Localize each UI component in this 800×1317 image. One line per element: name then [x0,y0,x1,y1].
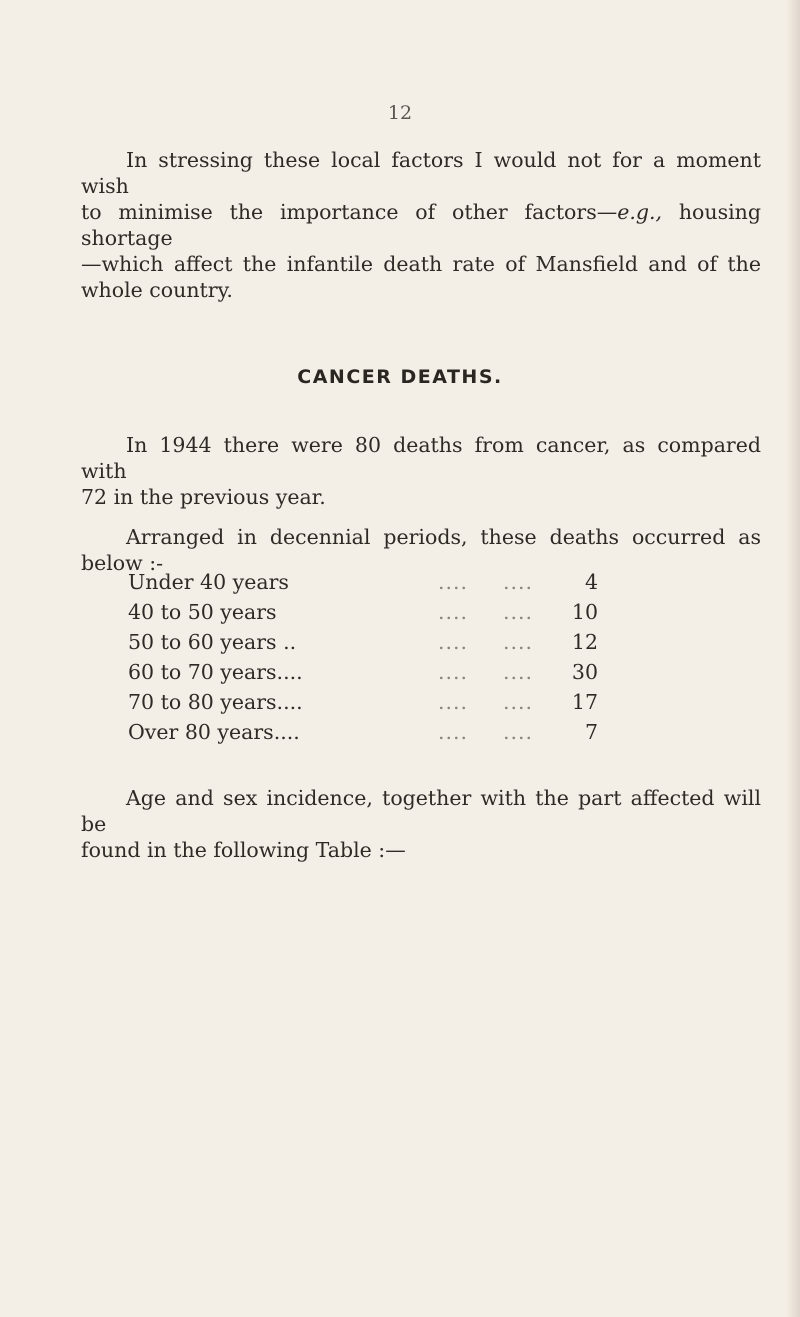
death-count: 10 [571,600,598,624]
intro-line-4: whole country. [81,278,233,302]
leader-dots: .... [503,660,534,684]
age-line-2: found in the following Table :— [81,838,406,862]
leader-dots: .... [438,690,469,714]
table-row [128,717,598,747]
leader-dots: .... [503,600,534,624]
age-label: 70 to 80 years.... [128,690,303,714]
table-row [128,567,598,597]
table-row [128,627,598,657]
death-count: 17 [571,690,598,714]
age-label: 40 to 50 years [128,600,277,624]
table-row [128,687,598,717]
intro-line-1: In stressing these local factors I would not for a moment wish [81,148,761,198]
age-label: Over 80 years.... [128,720,300,744]
cancer-line-2: 72 in the previous year. [81,485,326,509]
leader-dots: .... [438,570,469,594]
intro-paragraph [81,147,761,303]
leader-dots: .... [438,630,469,654]
section-heading: CANCER DEATHS. [297,366,503,388]
page-number: 12 [387,102,413,124]
age-label: 50 to 60 years .. [128,630,297,654]
age-label: Under 40 years [128,570,289,594]
death-count: 7 [584,720,598,744]
intro-eg: e.g., [617,200,663,224]
leader-dots: .... [438,660,469,684]
leader-dots: .... [438,600,469,624]
age-label: 60 to 70 years.... [128,660,303,684]
leader-dots: .... [503,630,534,654]
intro-line-3: —which affect the infantile death rate of Mansfield and of the [81,252,761,276]
cancer-line-1: In 1944 there were 80 deaths from cancer, as compared with [81,433,761,483]
leader-dots: .... [503,720,534,744]
death-count: 30 [571,660,598,684]
age-line-1: Age and sex incidence, together with the part affected will be [81,786,761,836]
death-count: 12 [571,630,598,654]
leader-dots: .... [503,570,534,594]
intro-line-2-start: to minimise the importance of other factors— [81,200,618,224]
cancer-paragraph [81,432,761,510]
leader-dots: .... [438,720,469,744]
age-period-table [128,567,598,747]
page-edge-shadow [786,0,800,1317]
table-row [128,597,598,627]
leader-dots: .... [503,690,534,714]
death-count: 4 [584,570,598,594]
arranged-line: Arranged in decennial periods, these deaths occurred as below :- [81,525,761,575]
intro-line-2-end: housing shortage [81,200,761,250]
age-sex-paragraph [81,785,761,863]
intro-line-2 [81,199,761,251]
table-row [128,657,598,687]
